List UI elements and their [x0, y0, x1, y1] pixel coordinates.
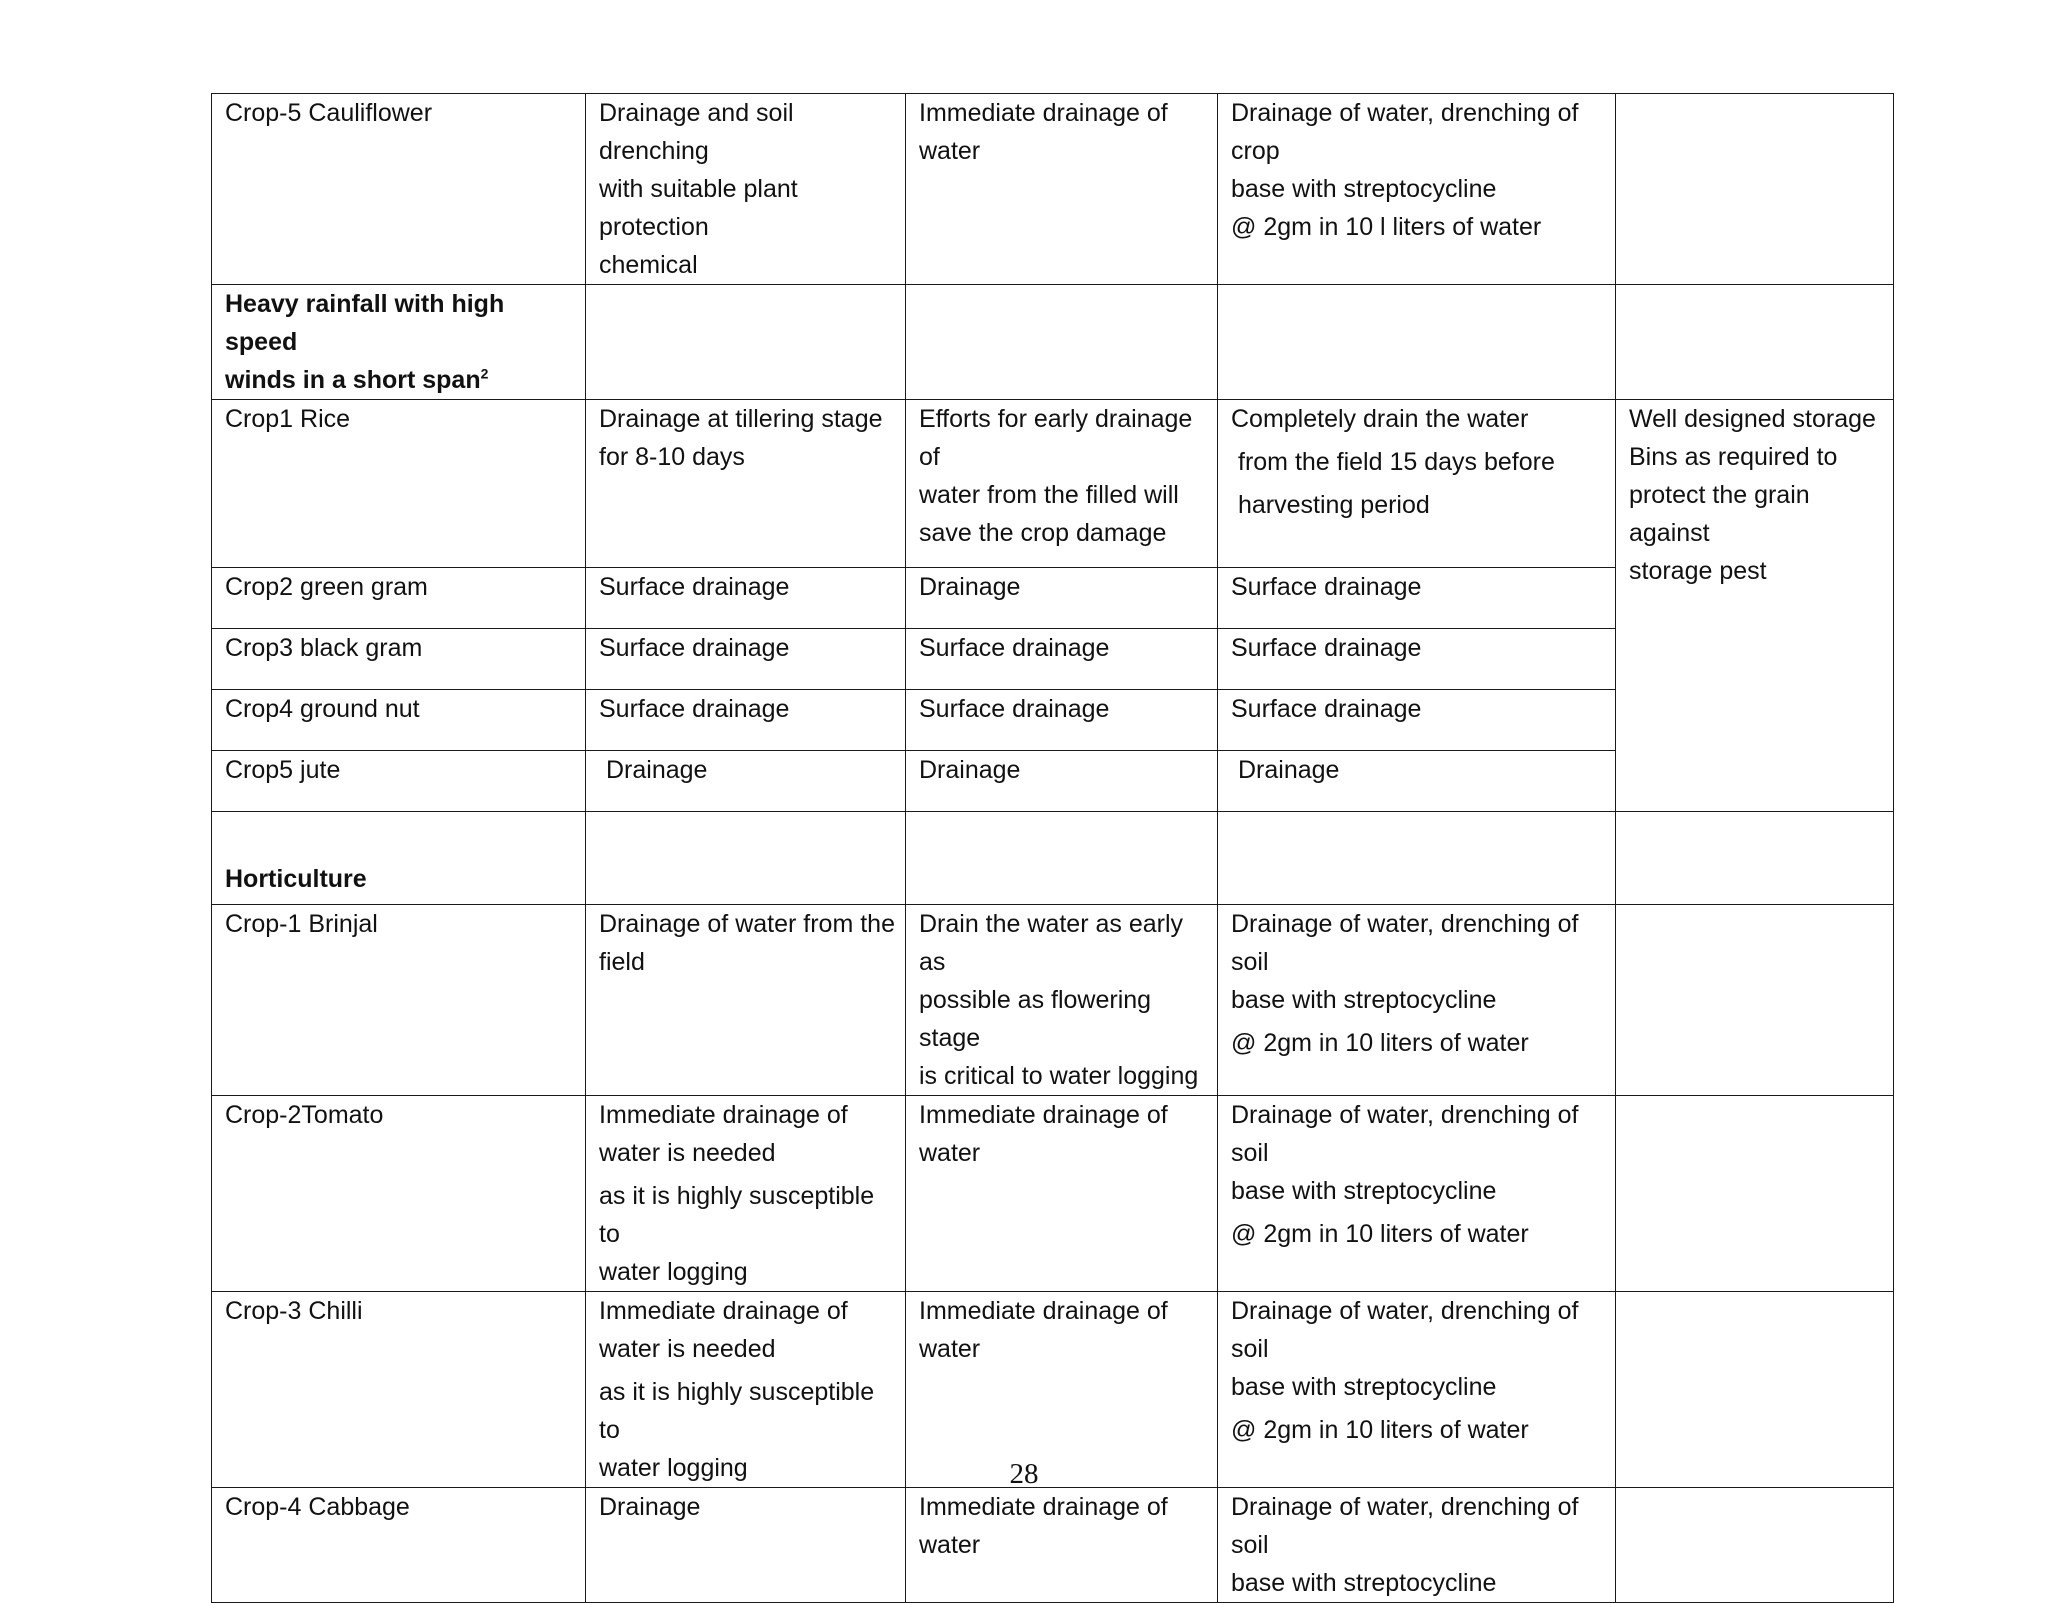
- cell-line: protect the grain against: [1629, 481, 1810, 547]
- measure-cell: [586, 568, 906, 629]
- measure-cell: [1218, 751, 1616, 812]
- measure-cell: [906, 568, 1218, 629]
- table-row-brinjal: [212, 905, 1894, 1096]
- measure-cell: [586, 690, 906, 751]
- crop-name: Crop4 ground nut: [225, 695, 420, 723]
- cell-line: @ 2gm in 10 liters of water: [1231, 1416, 1529, 1444]
- section-heading-text: winds in a short span: [225, 366, 481, 394]
- section-heading-line: [225, 361, 577, 399]
- crop-name: Crop1 Rice: [225, 405, 351, 433]
- cell-line: base with streptocycline: [1231, 175, 1497, 203]
- cell-line: chemical: [599, 251, 698, 279]
- section-heading-line: Heavy rainfall with high speed: [225, 290, 505, 356]
- table-row-cabbage: [212, 1488, 1894, 1603]
- measure-cell: [906, 1096, 1218, 1292]
- crop-name: Crop-2Tomato: [225, 1101, 384, 1129]
- measure-cell: [586, 94, 906, 285]
- cell-line: possible as flowering stage: [919, 986, 1152, 1052]
- empty-cell: [906, 285, 1218, 400]
- cell-line: water is needed: [599, 1335, 776, 1363]
- cell-line: Surface drainage: [599, 634, 790, 662]
- cell-line: with suitable plant protection: [599, 175, 798, 241]
- cell-line: water is needed: [599, 1139, 776, 1167]
- empty-cell: [586, 812, 906, 905]
- cell-line: Drainage at tillering stage: [599, 405, 883, 433]
- cell-line: base with streptocycline: [1231, 1177, 1497, 1205]
- section-heading-cell: [212, 812, 586, 905]
- crop-name-cell: [212, 94, 586, 285]
- table-row-rice: [212, 400, 1894, 568]
- crop-name: Crop3 black gram: [225, 634, 423, 662]
- cell-line: from the field 15 days before: [1238, 448, 1555, 476]
- cell-line: Surface drainage: [1231, 634, 1422, 662]
- crop-name: Crop-4 Cabbage: [225, 1493, 410, 1521]
- section-heading-cell: [212, 285, 586, 400]
- measure-cell: [906, 629, 1218, 690]
- measure-cell: [586, 400, 906, 568]
- cell-line: harvesting period: [1238, 491, 1430, 519]
- crop-name-cell: [212, 629, 586, 690]
- cell-line: field: [599, 948, 645, 976]
- crop-name: Crop-1 Brinjal: [225, 910, 378, 938]
- cell-line: as it is highly susceptible to: [599, 1182, 875, 1248]
- cell-line: Drainage: [606, 756, 708, 784]
- cell-line: Drainage: [599, 1493, 701, 1521]
- measure-cell: [1218, 629, 1616, 690]
- cell-line: Drainage of water, drenching of soil: [1231, 1297, 1579, 1363]
- cell-line: Surface drainage: [1231, 573, 1422, 601]
- cell-line: Surface drainage: [919, 634, 1110, 662]
- cell-line: Drainage of water, drenching of crop: [1231, 99, 1579, 165]
- measure-cell: [906, 690, 1218, 751]
- cell-line: Immediate drainage of: [919, 1493, 1168, 1521]
- page-number: 28: [1009, 1458, 1039, 1490]
- cell-line: water logging: [599, 1258, 748, 1286]
- crop-name: Crop-5 Cauliflower: [225, 99, 433, 127]
- section-heading: Horticulture: [225, 865, 367, 893]
- cell-line: Drainage and soil drenching: [599, 99, 794, 165]
- cell-line: base with streptocycline: [1231, 1373, 1497, 1401]
- crop-name-cell: [212, 1096, 586, 1292]
- cell-line: Drainage of water, drenching of soil: [1231, 1493, 1579, 1559]
- cell-line: Drainage of water, drenching of soil: [1231, 1101, 1579, 1167]
- measure-cell: [1218, 690, 1616, 751]
- cell-line: Surface drainage: [919, 695, 1110, 723]
- crop-name-cell: [212, 690, 586, 751]
- crop-name: Crop-3 Chilli: [225, 1297, 363, 1325]
- empty-cell: [586, 285, 906, 400]
- measure-cell: [1218, 400, 1616, 568]
- cell-line: is critical to water logging: [919, 1062, 1199, 1090]
- measure-cell: [1218, 1096, 1616, 1292]
- empty-cell: [1616, 905, 1894, 1096]
- measure-cell: [906, 905, 1218, 1096]
- table-row-tomato: [212, 1096, 1894, 1292]
- empty-cell: [1616, 94, 1894, 285]
- measure-cell: [906, 400, 1218, 568]
- cell-line: water: [919, 1139, 981, 1167]
- measure-cell: [1218, 905, 1616, 1096]
- crop-name: Crop5 jute: [225, 756, 341, 784]
- crop-name-cell: [212, 400, 586, 568]
- cell-line: Immediate drainage of: [599, 1297, 848, 1325]
- crop-name-cell: [212, 568, 586, 629]
- section-heading-row-horticulture: [212, 812, 1894, 905]
- measure-cell: [906, 1488, 1218, 1603]
- measure-cell: [1218, 94, 1616, 285]
- cell-line: Bins as required to: [1629, 443, 1838, 471]
- storage-measure-cell: [1616, 400, 1894, 812]
- empty-cell: [1616, 1488, 1894, 1603]
- crop-name-cell: [212, 1488, 586, 1603]
- cell-line: Well designed storage: [1629, 405, 1876, 433]
- cell-line: Surface drainage: [599, 573, 790, 601]
- measure-cell: [586, 1488, 906, 1603]
- cell-line: @ 2gm in 10 l liters of water: [1231, 213, 1542, 241]
- cell-line: Completely drain the water: [1231, 405, 1529, 433]
- cell-line: Immediate drainage of: [919, 1101, 1168, 1129]
- measure-cell: [1218, 568, 1616, 629]
- cell-line: Surface drainage: [599, 695, 790, 723]
- cell-line: Drainage: [1238, 756, 1340, 784]
- measure-cell: [906, 751, 1218, 812]
- empty-cell: [1616, 812, 1894, 905]
- measure-cell: [586, 629, 906, 690]
- cell-line: Drainage of water, drenching of soil: [1231, 910, 1579, 976]
- cell-line: Immediate drainage of: [919, 1297, 1168, 1325]
- cell-line: for 8-10 days: [599, 443, 745, 471]
- cell-line: storage pest: [1629, 557, 1767, 585]
- section-heading-row-heavy-rainfall: [212, 285, 1894, 400]
- cell-line: as it is highly susceptible to: [599, 1378, 875, 1444]
- measure-cell: [1218, 1488, 1616, 1603]
- empty-cell: [1218, 812, 1616, 905]
- cell-line: Surface drainage: [1231, 695, 1422, 723]
- empty-cell: [906, 812, 1218, 905]
- crop-contingency-table: [211, 93, 1894, 1603]
- cell-line: Drainage of water from the: [599, 910, 895, 938]
- table-row-cauliflower: [212, 94, 1894, 285]
- measure-cell: [906, 94, 1218, 285]
- cell-line: save the crop damage: [919, 519, 1167, 547]
- cell-line: base with streptocycline: [1231, 1569, 1497, 1597]
- cell-line: water from the filled will: [919, 481, 1179, 509]
- cell-line: Drainage: [919, 756, 1021, 784]
- cell-line: @ 2gm in 10 liters of water: [1231, 1029, 1529, 1057]
- crop-name-cell: [212, 751, 586, 812]
- cell-line: Immediate drainage of water: [919, 99, 1168, 165]
- cell-line: base with streptocycline: [1231, 986, 1497, 1014]
- cell-line: water logging: [599, 1454, 748, 1482]
- empty-cell: [1616, 1096, 1894, 1292]
- empty-cell: [1218, 285, 1616, 400]
- empty-cell: [1616, 285, 1894, 400]
- measure-cell: [586, 751, 906, 812]
- cell-line: water: [919, 1335, 981, 1363]
- cell-line: Efforts for early drainage of: [919, 405, 1193, 471]
- cell-line: Drainage: [919, 573, 1021, 601]
- cell-line: water: [919, 1531, 981, 1559]
- cell-line: Immediate drainage of: [599, 1101, 848, 1129]
- cell-line: Drain the water as early as: [919, 910, 1184, 976]
- crop-name-cell: [212, 905, 586, 1096]
- footnote-marker: 2: [480, 365, 489, 382]
- measure-cell: [586, 905, 906, 1096]
- cell-line: @ 2gm in 10 liters of water: [1231, 1220, 1529, 1248]
- crop-name: Crop2 green gram: [225, 573, 428, 601]
- measure-cell: [586, 1096, 906, 1292]
